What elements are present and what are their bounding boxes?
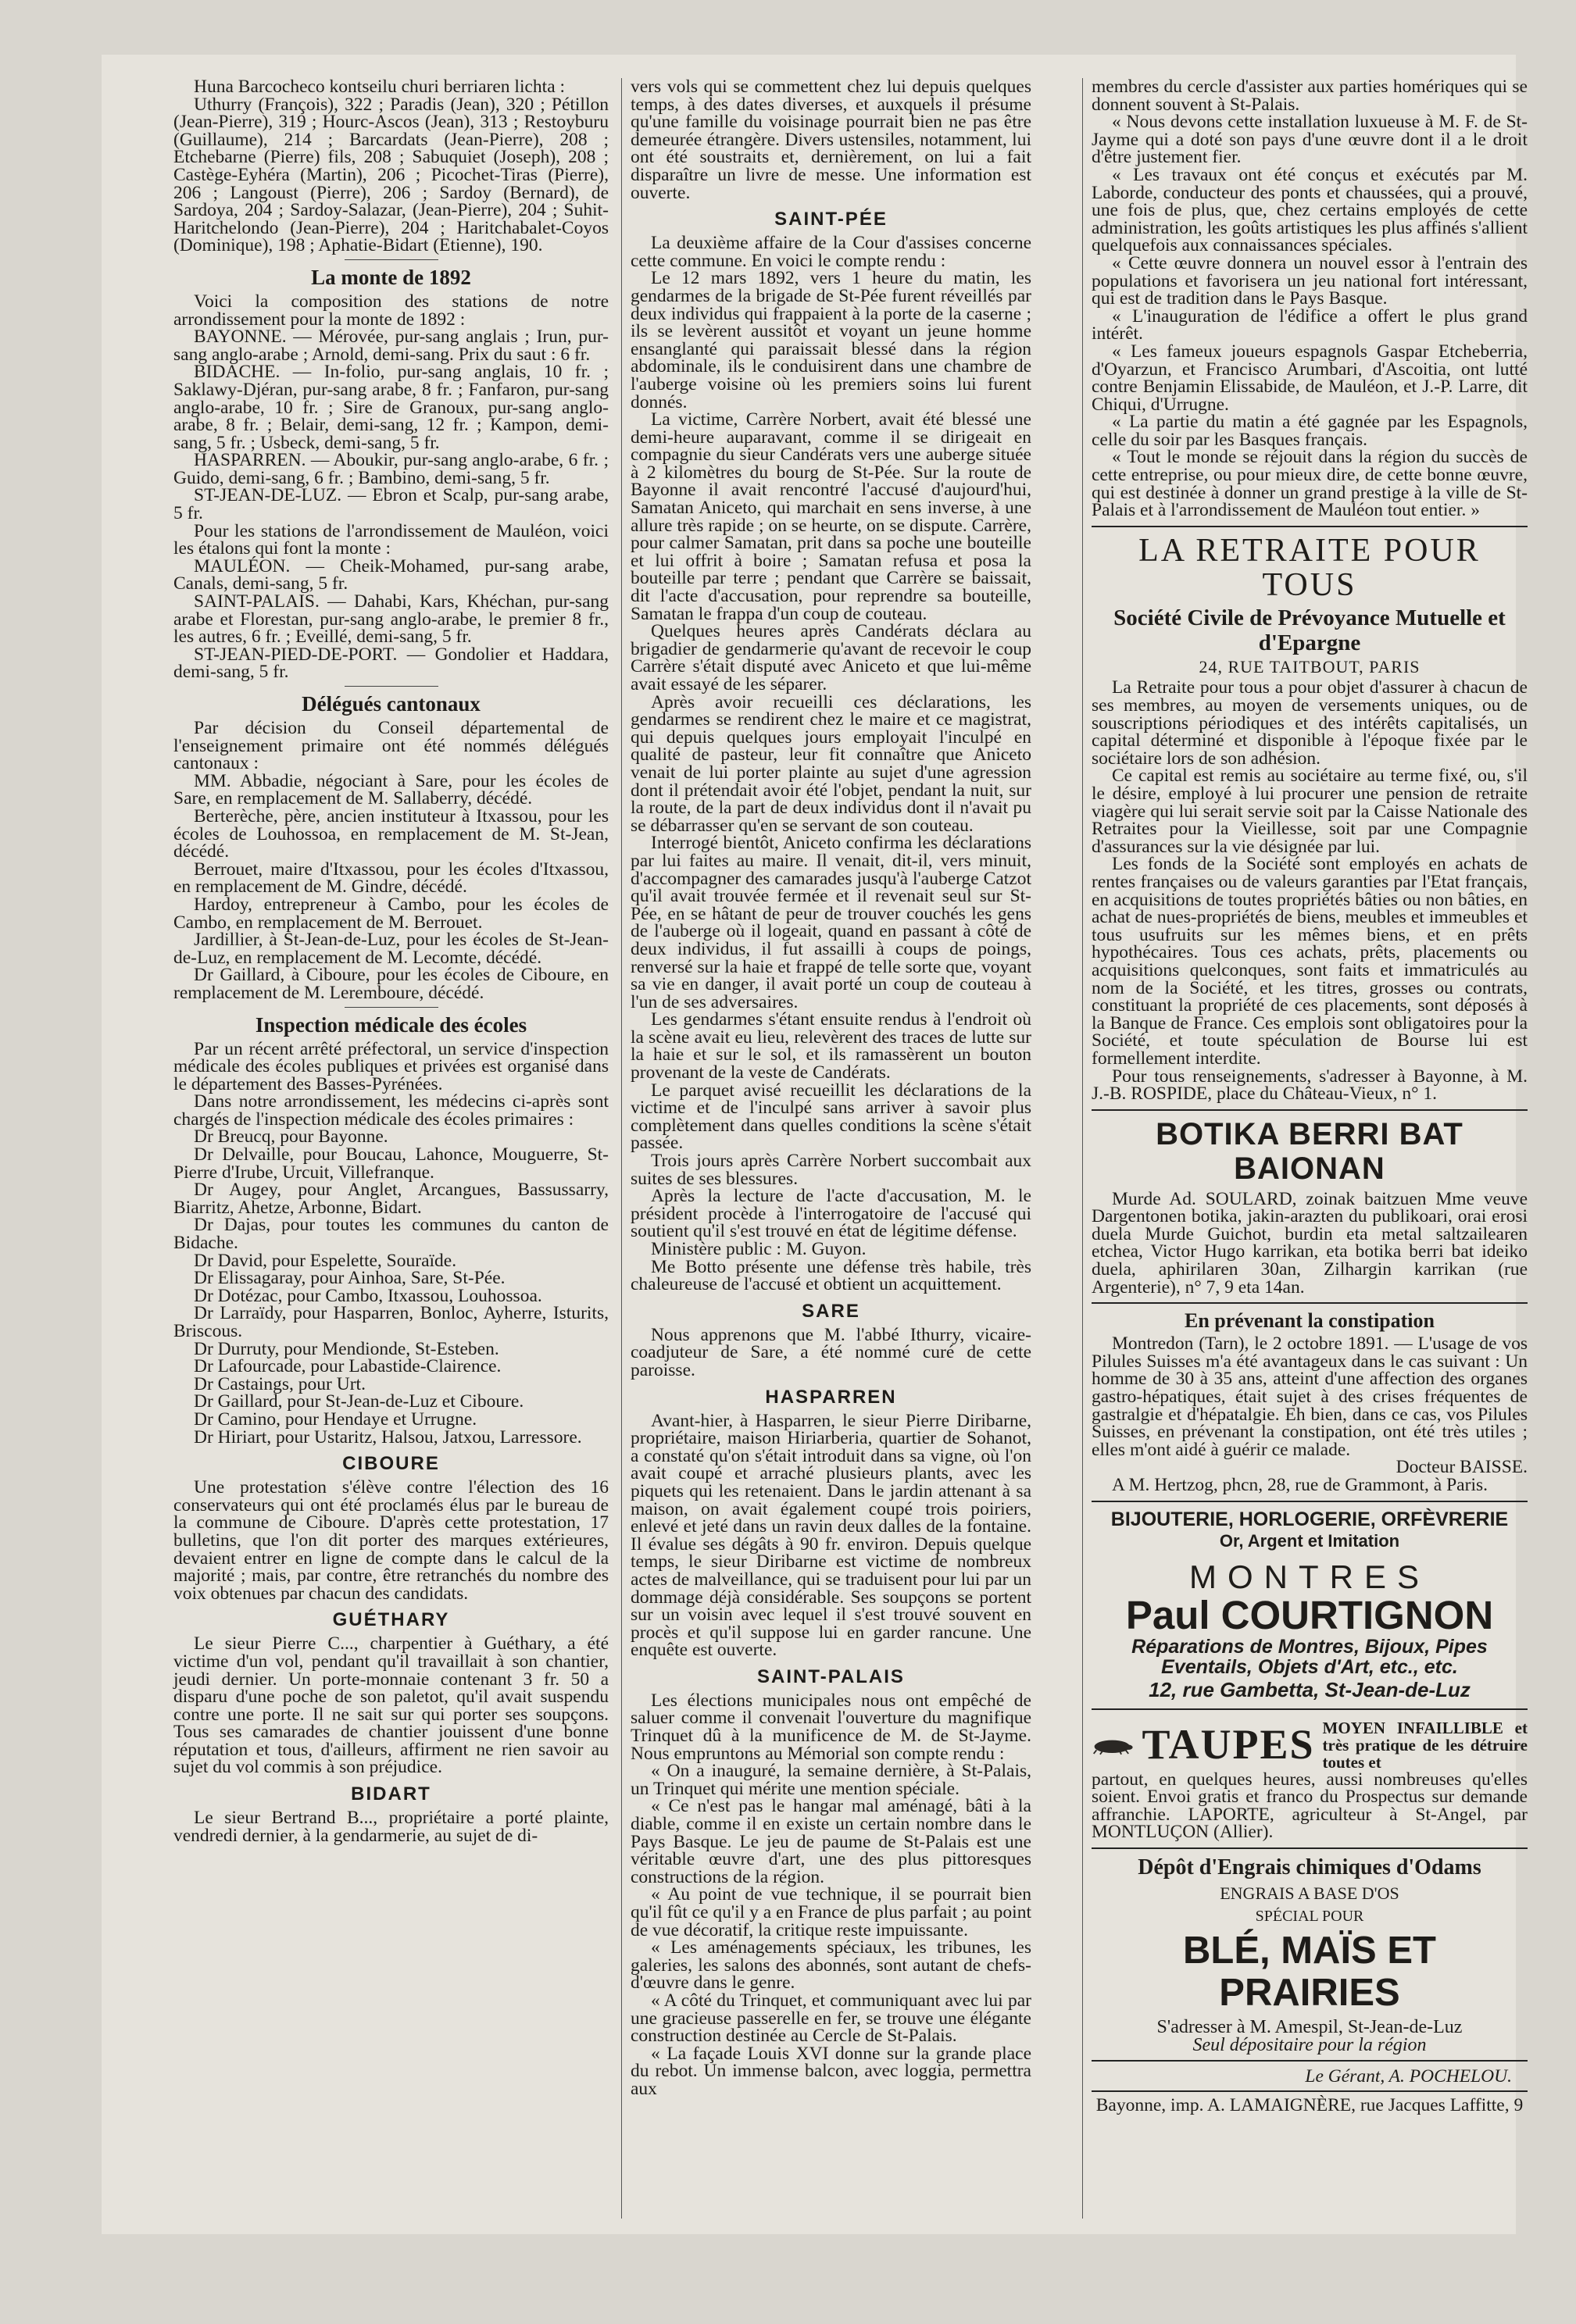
list-item: Dr Augey, pour Anglet, Arcangues, Bassussarry, Biarritz, Ahetze, Arbonne, Bidart.: [173, 1180, 609, 1218]
list-item: Dr Gaillard, pour St-Jean-de-Luz et Ciboure.: [194, 1391, 524, 1412]
paragraph: « La partie du matin a été gagnée par les Espagnols, celle du soir par les Basques français.: [1092, 412, 1528, 450]
list-item: Berterèche, père, ancien instituteur à Itxassou, pour les écoles de Louhossoa, en remplacement de M. St-Jean, décédé.: [173, 805, 609, 862]
list-item: ST-JEAN-DE-LUZ. — Ebron et Scalp, pur-sang arabe, 5 fr.: [173, 485, 609, 524]
ad-title: BOTIKA BERRI BAT BAIONAN: [1156, 1116, 1463, 1186]
ad-address: 24, RUE TAITBOUT, PARIS: [1199, 656, 1421, 676]
column-rule: [1082, 78, 1083, 2219]
mole-icon: [1092, 1723, 1134, 1767]
section-title-bidart: BIDART: [351, 1783, 431, 1805]
paragraph: « A côté du Trinquet, et communiquant avec lui par une gracieuse passerelle en fer, se trouve une élégante construction destinée au Cercle de St-Palais.: [631, 1990, 1031, 2047]
ad-subtitle: Société Civile de Prévoyance Mutuelle et d'Epargne: [1113, 605, 1506, 655]
ad-taupes: [1092, 1719, 1528, 1841]
ad-taupes-head: [1092, 1719, 1528, 1771]
divider: [345, 1007, 438, 1008]
section-title-inspection: Inspection médicale des écoles: [255, 1012, 527, 1037]
list-item: BAYONNE. — Mérovée, pur-sang anglais ; Irun, pur-sang anglo-arabe ; Arnold, demi-sang. Prix du saut : 6 fr.: [173, 327, 609, 365]
ad-botika: [1092, 1117, 1528, 1297]
paragraph: « La façade Louis XVI donne sur la grande place du rebot. Un immense balcon, avec loggia, permettra aux: [631, 2043, 1031, 2099]
paragraph: Les élections municipales nous ont empêché de saluer comme il convenait l'ouverture du magnifique Trinquet dû à la munificence de M. de St-Jayme. Nous empruntons au Mémorial son compte rendu :: [631, 1690, 1031, 1764]
list-item: Dr Dajas, pour toutes les communes du canton de Bidache.: [173, 1215, 609, 1254]
list-item: Dr Castaings, pour Urt.: [194, 1373, 366, 1394]
imprint: [1092, 2090, 1528, 2115]
ad-divider: [1092, 2060, 1528, 2062]
ad-line: MOYEN INFAILLIBLE et très pratique de les détruire toutes et: [1322, 1718, 1528, 1772]
ad-divider: [1092, 1708, 1528, 1710]
ad-line: S'adresser à M. Amespil, St-Jean-de-Luz: [1156, 2017, 1463, 2038]
list-item: Dr Hiriart, pour Ustaritz, Halsou, Jatxou, Larressore.: [194, 1426, 582, 1448]
ad-divider: [1092, 526, 1528, 527]
paragraph: Pour les stations de l'arrondissement de Mauléon, voici les étalons qui font la monte :: [173, 520, 609, 559]
ad-address: 12, rue Gambetta, St-Jean-de-Luz: [1149, 1677, 1471, 1701]
ad-title: LA RETRAITE POUR TOUS: [1138, 532, 1481, 603]
paragraph: Dans notre arrondissement, les médecins ci-après sont chargés de l'inspection médicale des écoles primaires :: [173, 1091, 609, 1130]
paragraph: « Les travaux ont été conçus et exécutés par M. Laborde, conducteur des ponts et chaussées, qui a prouvé, une fois de plus, que, chez certains employés de cette administration, les goûts artistiques les plus affinés s'allient quelquefois aux connaissances spéciales.: [1092, 164, 1528, 256]
section-title-stpalais: SAINT-PALAIS: [757, 1665, 905, 1687]
list-item: Dr Dotézac, pour Cambo, Itxassou, Louhossoa.: [194, 1285, 542, 1306]
ad-divider: [1092, 1302, 1528, 1304]
list-item: ST-JEAN-PIED-DE-PORT. — Gondolier et Haddara, demi-sang, 5 fr.: [173, 644, 609, 683]
paragraph: membres du cercle d'assister aux parties homériques qui se donnent souvent à St-Palais.: [1092, 77, 1528, 115]
section-title-guethary: GUÉTHARY: [332, 1609, 450, 1631]
paragraph: La victime, Carrère Norbert, avait été blessé une demi-heure auparavant, comme il se dirigeait en compagnie du sieur Candérats vers une auberge située à 2 kilomètres du bourg de St-Pée. Sur la route de Bayonne il avait rencontré l'accusé d'aujourd'hui, Samatan Aniceto, qui marchait en sens inverse, à une allure très rapide ; on se heurte, on se dispute. Carrère, pour calmer Samatan, prit dans sa poche une bouteille et lui offrit à boire ; Samatan refusa et posa la bouteille par terre ; pendant que Carrère se baissait, dit l'acte d'accusation, pour reprendre sa bouteille, Samatan le frappa d'un coup de couteau.: [631, 409, 1031, 624]
paragraph: Ce capital est remis au sociétaire au terme fixé, ou, s'il le désire, employé à lui procurer une pension de retraite viagère qui lui serait servie soit par la Caisse Nationale des Retraites pour la Vieillesse, soit par une Compagnie d'assurances sur la vie désignée par lui.: [1092, 766, 1528, 857]
paragraph: Interrogé bientôt, Aniceto confirma les déclarations par lui faites au maire. Il venait, dit-il, vers minuit, d'accompagner des camarades jusqu'à l'auberge Catzot qu'il avait trouvée fermée et il revenait seul sur St-Pée, en se hâtant de peur de trouver couchés les gens de l'auberge où il logeait, quand en passant à côté de deux individus, il fut assailli à coups de poings, renversé sur la haie et frappé de telle sorte que, voyant sa vie en danger, il avait porté un coup de couteau à l'un de ses adversaires.: [631, 833, 1031, 1012]
list-item: Dr David, pour Espelette, Souraïde.: [194, 1250, 457, 1271]
list-item: Dr Delvaille, pour Boucau, Lahonce, Mouguerre, St-Pierre d'Irube, Urcuit, Villefranque.: [173, 1144, 609, 1183]
paragraph: Les gendarmes s'étant ensuite rendus à l'endroit où la scène avait eu lieu, relevèrent des traces de lutte sur la haie et sur le sol, et ils ramassèrent un bouton provenant de la veste de Candérats.: [631, 1009, 1031, 1083]
paragraph: « Au point de vue technique, il se pourrait bien qu'il fût ce qu'il y a en France de plus parfait ; au point de vue décoratif, la critique reste impuissante.: [631, 1884, 1031, 1940]
paragraph: Le sieur Pierre C..., charpentier à Guéthary, a été victime d'un vol, pendant qu'il travaillait à son chantier, jeudi dernier. Un porte-monnaie contenant 3 fr. 50 a disparu d'une poche de son paletot, qu'il avait suspendu contre une porte. Il ne sait sur qui porter ses soupçons. Tous ses camarades de chantier jouissent d'une bonne réputation et tous, d'ailleurs, affirment ne rien savoir au sujet du vol commis à son préjudice.: [173, 1633, 609, 1778]
ad-title: Dépôt d'Engrais chimiques d'Odams: [1138, 1855, 1481, 1880]
section-title-sare: SARE: [802, 1300, 860, 1322]
ad-line: SPÉCIAL POUR: [1255, 1907, 1364, 1925]
imprint-text: Bayonne, imp. A. LAMAIGNÈRE, rue Jacques Laffitte, 9: [1095, 2094, 1524, 2115]
paragraph: Les fonds de la Société sont employés en achats de rentes françaises ou de valeurs garanties par l'Etat français, en acquisitions de toutes propriétés bâties ou non bâties, en achat de nues-propriétés de biens, meubles et immeubles et tous usufruits sur les mêmes biens, et en prêts hypothécaires. Tous ces achats, prêts, placements ou acquisitions quelconques, sont faits et immatriculés au nom de la Société, et les titres, grosses ou contrats, constituant la propriété de ces placements, sont déposés à la Banque de France. Ces emplois sont obligatoires pour la Société, et toute spéculation de Bourse lui est formellement interdite.: [1092, 854, 1528, 1069]
list-item: Berrouet, maire d'Itxassou, pour les écoles d'Itxassou, en remplacement de M. Gindre, décédé.: [173, 859, 609, 898]
paragraph: Par un récent arrêté préfectoral, un service d'inspection médicale des écoles publiques et privées est organisé dans le département des Basses-Pyrénées.: [173, 1038, 609, 1094]
paragraph: « On a inauguré, la semaine dernière, à St-Palais, un Trinquet qui mérite une mention spéciale.: [631, 1761, 1031, 1799]
list-item: Dr Gaillard, à Ciboure, pour les écoles de Ciboure, en remplacement de M. Leremboure, décédé.: [173, 965, 609, 1003]
paragraph: Après la lecture de l'acte d'accusation, M. le président procède à l'interrogatoire de l'accusé qui soutient qu'il s'est trouvé en état de légitime défense.: [631, 1186, 1031, 1242]
section-title-stpee: SAINT-PÉE: [774, 209, 888, 230]
column-rule: [621, 78, 622, 2219]
ad-constipation: [1092, 1310, 1528, 1494]
column-middle: [631, 78, 1031, 2098]
paragraph: vers vols qui se commettent chez lui depuis quelques temps, à des dates diverses, et auxquels il présume qu'une famille du voisinage pourrait bien ne pas être demeurée étrangère. Divers ustensiles, notamment, lui ont été soustraits et, dernièrement, on lui a fait disparaître un livre de messe. Une information est ouverte.: [631, 77, 1031, 203]
ad-title: TAUPES: [1142, 1721, 1315, 1769]
ad-name: Paul COURTIGNON: [1125, 1592, 1494, 1637]
paragraph: Le sieur Bertrand B..., propriétaire a porté plainte, vendredi dernier, à la gendarmerie, au sujet de di-: [173, 1808, 609, 1846]
paragraph: Trois jours après Carrère Norbert succombait aux suites de ses blessures.: [631, 1151, 1031, 1189]
list-item: MAULÉON. — Cheik-Mohamed, pur-sang arabe, Canals, demi-sang, 5 fr.: [173, 555, 609, 594]
list-item: Dr Camino, pour Hendaye et Urrugne.: [194, 1408, 477, 1430]
list-item: Dr Elissagaray, pour Ainhoa, Sare, St-Pée.: [194, 1268, 506, 1289]
paragraph: La Retraite pour tous a pour objet d'assurer à chacun de ses membres, au moyen de versements uniques, ou de souscriptions périodiques et des intérêts capitalisés, un capital déterminé et disponible à l'époque fixée par le sociétaire lors de son adhésion.: [1092, 677, 1528, 769]
signature: Docteur BAISSE.: [1396, 1457, 1528, 1478]
section-title-ciboure: CIBOURE: [342, 1453, 440, 1475]
ad-line: Seul dépositaire pour la région: [1192, 2034, 1427, 2055]
ad-odams: [1092, 1855, 1528, 2054]
list-intro: Huna Barcocheco kontseilu churi berriaren lichta :: [194, 77, 566, 97]
paragraph: « L'inauguration de l'édifice a offert le plus grand intérêt.: [1092, 305, 1528, 344]
paragraph: « Tout le monde se réjouit dans la région du succès de cette entreprise, ou pour mieux dire, de cette bonne œuvre, qui est destinée à donner un grand prestige à la ville de St-Palais et à l'arrondissement de Mauléon tout entier. »: [1092, 447, 1528, 521]
list-item: Dr Larraïdy, pour Hasparren, Bonloc, Ayherre, Isturits, Briscous.: [173, 1303, 609, 1341]
paragraph: Pour tous renseignements, s'adresser à Bayonne, à M. J.-B. ROSPIDE, place du Château-Vieux, n° 1.: [1092, 1066, 1528, 1105]
ad-montres: MONTRES: [1189, 1558, 1430, 1595]
paragraph: Nous apprenons que M. l'abbé Ithurry, vicaire-coadjuteur de Sare, a été nommé curé de cette paroisse.: [631, 1324, 1031, 1380]
paragraph: Après avoir recueilli ces déclarations, les gendarmes se rendirent chez le maire et ce magistrat, qui depuis quelques jours employait l'inculpé en qualité de pasteur, leur fit connaître que Aniceto venait de lui porter plainte au sujet d'une agression dont il prétendait avoir été l'objet, pendant la nuit, sur la route, de la part de deux individus dont il n'avait pu se débarrasser qu'en se servant de son couteau.: [631, 691, 1031, 836]
paragraph: Le parquet avisé recueillit les déclarations de la victime et de l'inculpé sans arriver à savoir plus complètement dans quelles conditions la scène s'était passée.: [631, 1080, 1031, 1154]
gerant: Le Gérant, A. POCHELOU.: [1305, 2066, 1512, 2087]
paragraph: Ministère public : M. Guyon.: [651, 1239, 867, 1259]
list-item: MM. Abbadie, négociant à Sare, pour les écoles de Sare, en remplacement de M. Sallaberry, décédé.: [173, 770, 609, 809]
list-item: BIDACHE. — In-folio, pur-sang anglais, 10 fr. ; Saklawy-Djéran, pur-sang arabe, 8 fr. ; Fanfaron, pur-sang anglo-arabe, 10 fr. ; Sire de Granoux, pur-sang anglo-arabe, 8 fr. ; Belair, demi-sang, 12 fr. ; Kampon, demi-sang, 5 fr. ; Usbeck, demi-sang, 5 fr.: [173, 362, 609, 453]
paragraph: « Nous devons cette installation luxueuse à M. F. de St-Jayme qui a doté son pays d'une œuvre dont il a le droit d'être justement fier.: [1092, 112, 1528, 168]
list-item: SAINT-PALAIS. — Dahabi, Kars, Khéchan, pur-sang arabe et Florestan, pur-sang anglo-arabe, le premier 8 fr., les autres, 6 fr. ; Eveillé, demi-sang, 5 fr.: [173, 591, 609, 648]
ad-divider: [1092, 1109, 1528, 1111]
paragraph: « Cette œuvre donnera un nouvel essor à l'entrain des populations et favorisera un jeu national fort intéressant, qui est de tradition dans le Pays Basque.: [1092, 252, 1528, 309]
list-item: HASPARREN. — Aboukir, pur-sang anglo-arabe, 6 fr. ; Guido, demi-sang, 6 fr. ; Bambino, demi-sang, 5 fr.: [173, 450, 609, 488]
list-item: Dr Lafourcade, pour Labastide-Clairence.: [194, 1356, 502, 1377]
ad-headline: BLÉ, MAÏS ET PRAIRIES: [1183, 1930, 1436, 2015]
list-item: Jardillier, à St-Jean-de-Luz, pour les écoles de St-Jean-de-Luz, en remplacement de M. Lecomte, décédé.: [173, 930, 609, 968]
paragraph: Montredon (Tarn), le 2 octobre 1891. — L'usage de vos Pilules Suisses m'a été avantageux dans le cas suivant : Un homme de 30 à 35 ans, atteint d'une affection des organes gastro-hépatiques, était sujet à des crises fréquentes de gastralgie et d'hépatalgie. Eh bien, dans ce cas, vos Pilules Suisses, en prévenant la constipation, ont été très utiles ; elles m'ont aidé à guérir ce malade.: [1092, 1333, 1528, 1460]
paragraph: La deuxième affaire de la Cour d'assises concerne cette commune. En voici le compte rendu :: [631, 233, 1031, 271]
paragraph: Une protestation s'élève contre l'élection des 16 conservateurs qui ont été proclamés élus par le bureau de la commune de Ciboure. D'après cette protestation, 17 bulletins, que l'on dit porter des marques extérieures, devaient entrer en ligne de compte dans le calcul de la majorité ; mais, par contre, être retranchés du nombre des voix obtenues par chacun des candidats.: [173, 1477, 609, 1604]
section-title-delegues: Délégués cantonaux: [302, 692, 481, 716]
ad-line: Or, Argent et Imitation: [1219, 1530, 1400, 1551]
section-title-monte: La monte de 1892: [311, 265, 471, 289]
paragraph: Me Botto présente une défense très habile, très chaleureuse de l'accusé et obtient un acquittement.: [631, 1256, 1031, 1295]
ad-divider: [1092, 1501, 1528, 1502]
paragraph: Voici la composition des stations de notre arrondissement pour la monte de 1892 :: [173, 291, 609, 330]
paragraph: « Ce n'est pas le hangar mal aménagé, bâti à la diable, comme il en existe un certain nombre dans le Pays Basque. Le jeu de paume de St-Palais est une véritable œuvre d'art, une des plus pittoresques constructions de la région.: [631, 1796, 1031, 1887]
list-item: Dr Durruty, pour Mendionde, St-Esteben.: [194, 1338, 499, 1359]
election-results: Uthurry (François), 322 ; Paradis (Jean), 320 ; Pétillon (Jean-Pierre), 319 ; Hourc-Ascos (Jean), 313 ; Restoyburu (Guillaume), 214 ; Barcardats (Jean-Pierre), 208 ; Etchebarne (Pierre) fils, 208 ; Sabuquiet (Joseph), 208 ; Castège-Eyhéra (Martin), 206 ; Picochet-Tiras (Pierre), 206 ; Langoust (Pierre), 206 ; Sardoy (Bernard), de Sardoya, 204 ; Sardoy-Salazar, (Jean-Pierre), 204 ; Suhit-Haritchelondo (Jean-Pierre), 204 ; Haritchabalet-Coyos (Dominique), 198 ; Aphatie-Bidart (Etienne), 190.: [173, 94, 609, 256]
paragraph: partout, en quelques heures, aussi nombreuses qu'elles soient. Envoi gratis et franco du Prospectus sur demande affranchie. LAPORTE, agriculteur à St-Angel, par MONTLUÇON (Allier).: [1092, 1769, 1528, 1843]
paragraph: « Les fameux joueurs espagnols Gaspar Etcheberria, d'Oyarzun, et Francisco Arumbari, d'Ascoitia, ont lutté contre Benjamin Elissabide, de Mauléon, et J.-P. Larre, dit Chiqui, d'Urrugne.: [1092, 341, 1528, 415]
divider: [345, 686, 438, 687]
paragraph: Avant-hier, à Hasparren, le sieur Pierre Diribarne, propriétaire, maison Hiriarberia, quartier de Sohanot, a constaté qu'on s'était introduit dans sa vigne, où l'on avait coupé et arraché plusieurs plants, avec les piquets qui les retenaient. Dans le jardin attenant à sa maison, on avait également coupé trois poiriers, enlevé et jeté dans un ravin deux dalles de la fontaine. Il évalue ses dégâts à 90 fr. environ. Depuis quelque temps, le sieur Diribarne est victime de nombreux actes de malveillance, qui se traduisent pour lui par un dommage déjà considérable. Ses soupçons se portent sur un voisin avec lequel il s'est trouvé souvent en procès et qu'il suppose lui en garder rancune. Une enquête est ouverte.: [631, 1410, 1031, 1661]
divider: [345, 259, 438, 260]
paragraph: Quelques heures après Candérats déclara au brigadier de gendarmerie qu'avant de recevoir le coup Carrère s'était disputé avec Aniceto et que lui-même avait essayé de les séparer.: [631, 621, 1031, 694]
paragraph: Murde Ad. SOULARD, zoinak baitzuen Mme veuve Dargentonen botika, jakin-arazten du publikoari, orai erosi duela Murde Guichot, burdin eta metal saltzailearen etchea, Victor Hugo karrikan, eta botika berri bat ideiko duela, aphirilaren 30an, Zilhargin karrikan (rue Argenterie), n° 7, 9 eta 14an.: [1092, 1188, 1528, 1298]
paragraph: « Les aménagements spéciaux, les tribunes, les galeries, les salons des abonnés, sont autant de chefs-d'œuvre dans le genre.: [631, 1937, 1031, 1994]
ad-line: BIJOUTERIE, HORLOGERIE, ORFÈVRERIE: [1110, 1508, 1509, 1530]
ad-title: En prévenant la constipation: [1185, 1309, 1435, 1333]
ad-line: Réparations de Montres, Bijoux, Pipes Eventails, Objets d'Art, etc., etc.: [1131, 1635, 1488, 1678]
paragraph: Par décision du Conseil départemental de l'enseignement primaire ont été nommés délégués cantonaux :: [173, 718, 609, 774]
list-item: Hardoy, entrepreneur à Cambo, pour les écoles de Cambo, en remplacement de M. Berrouet.: [173, 894, 609, 933]
ad-divider: [1092, 1847, 1528, 1849]
column-left: [173, 78, 609, 1844]
ad-courtignon: [1092, 1508, 1528, 1702]
ad-retraite: [1092, 534, 1528, 1103]
ad-address: A M. Hertzog, phcn, 28, rue de Grammont, à Paris.: [1112, 1475, 1488, 1495]
ad-line: ENGRAIS A BASE D'OS: [1220, 1883, 1399, 1903]
section-title-hasparren: HASPARREN: [765, 1386, 897, 1408]
column-right: [1092, 78, 1528, 2115]
paragraph: Le 12 mars 1892, vers 1 heure du matin, les gendarmes de la brigade de St-Pée furent réveillés par deux individus qui frappaient à la porte de la caserne ; ils se levèrent aussitôt et voyant un jeune homme ensanglanté qui paraissait blessé dans la région abdominale, ils le conduisirent dans une chambre de l'auberge voisine où les premiers soins lui furent donnés.: [631, 268, 1031, 412]
list-item: Dr Breucq, pour Bayonne.: [194, 1126, 388, 1148]
